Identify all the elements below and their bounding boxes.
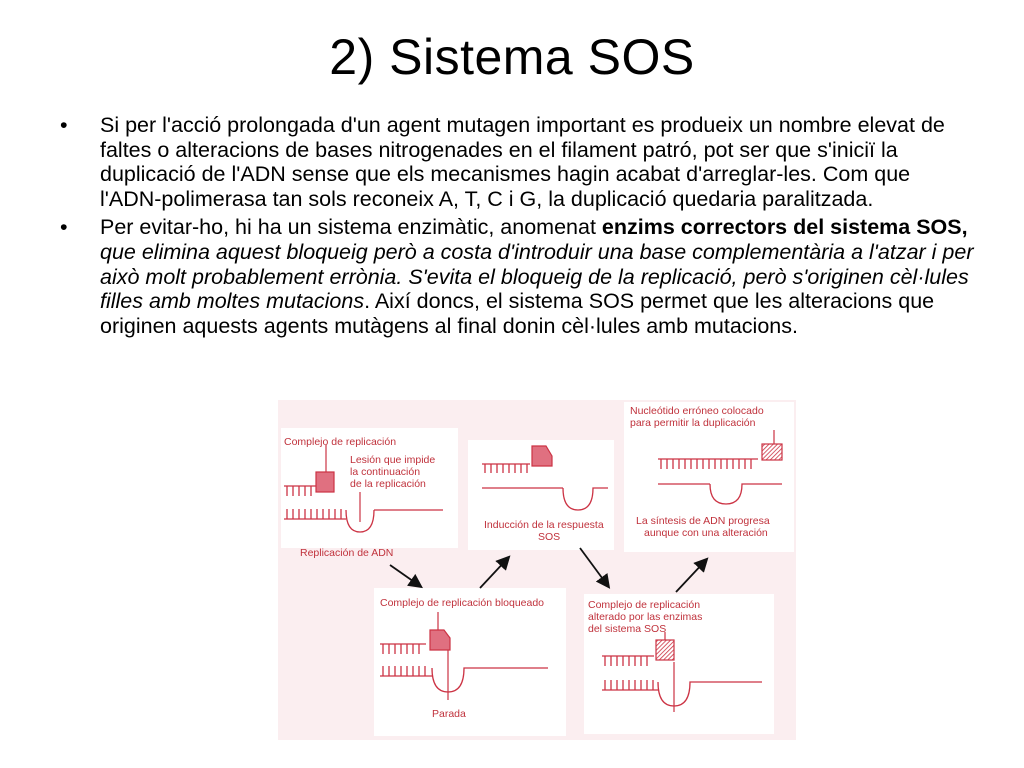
panel-induccion bbox=[468, 440, 614, 550]
label-induccion-1: Inducción de la respuesta bbox=[484, 519, 604, 531]
bullet-item-2 bbox=[54, 215, 974, 338]
label-lesion-2: la continuación bbox=[350, 466, 421, 478]
label-sintesis-1: La síntesis de ADN progresa bbox=[636, 515, 770, 527]
label-induccion-2: SOS bbox=[538, 531, 561, 543]
label-replicacion-adn: Replicación de ADN bbox=[300, 547, 394, 559]
bullet-list bbox=[54, 113, 974, 342]
wrong-nucleotide-block bbox=[762, 444, 782, 460]
bullet-mark: • bbox=[60, 113, 68, 137]
bullet-text-1: Si per l'acció prolongada d'un agent mutagen important es produeix un nombre elevat de faltes o alteracions de bases nitrogenades en el filament patró, pot ser que s'iniciï la duplicació de l'ADN sense que els mecanismes hagin acabat d'arreglar-les. Com que l'ADN-polimerasa tan sols reconeix A, T, C i G, la duplicació quedaria paralitzada. bbox=[100, 113, 945, 211]
label-sintesis-2: aunque con una alteración bbox=[644, 527, 768, 539]
label-alterado-2: alterado por las enzimas bbox=[588, 611, 703, 623]
replication-complex-block bbox=[316, 472, 334, 492]
label-complejo-replicacion: Complejo de replicación bbox=[284, 436, 397, 448]
label-nucleotido-2: para permitir la duplicación bbox=[630, 417, 756, 429]
bullet-text-2a: Per evitar-ho, hi ha un sistema enzimàtic, anomenat bbox=[100, 215, 602, 240]
bullet-item-1 bbox=[54, 113, 974, 211]
label-lesion-1: Lesión que impide bbox=[350, 454, 436, 466]
panel-sintesis bbox=[624, 402, 794, 552]
blocked-complex-shape bbox=[430, 630, 450, 650]
panel-alterado bbox=[584, 594, 774, 734]
label-nucleotido-1: Nucleótido erróneo colocado bbox=[630, 405, 764, 417]
bullet-text-2b: . Així doncs, el sistema SOS permet que les alteracions que originen aquests agents mutàgens al final donin cèl·lules amb mutacions. bbox=[100, 289, 935, 338]
label-alterado-3: del sistema SOS bbox=[588, 623, 667, 635]
bullet-text-2-italic: que elimina aquest bloqueig però a costa d'introduir una base complementària a l'atzar i per això molt probablement errònia. S'evita el bloqueig de la replicació, però s'originen cèl·lules filles amb moltes mutacions bbox=[100, 239, 974, 314]
panel-replicacion bbox=[281, 428, 458, 559]
sos-diagram bbox=[278, 400, 796, 740]
panel-bloqueado bbox=[374, 588, 566, 736]
label-lesion-3: de la replicación bbox=[350, 478, 426, 490]
label-parada: Parada bbox=[432, 708, 466, 720]
slide-title: 2) Sistema SOS bbox=[329, 29, 695, 85]
bullet-mark: • bbox=[60, 215, 68, 240]
label-bloqueado: Complejo de replicación bloqueado bbox=[380, 597, 545, 609]
label-alterado-1: Complejo de replicación bbox=[588, 599, 701, 611]
bullet-text-2-bold: enzims correctors del sistema SOS, bbox=[601, 215, 968, 240]
sos-altered-block bbox=[656, 640, 674, 660]
